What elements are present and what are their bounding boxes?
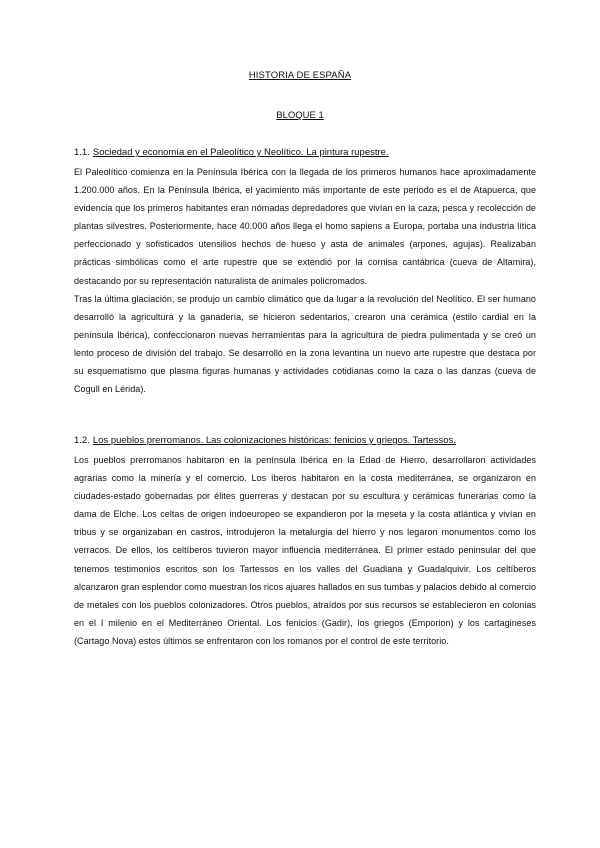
document-title: HISTORIA DE ESPAÑA (248, 70, 352, 81)
section-title: Sociedad y economía en el Paleolítico y Neolítico. La pintura rupestre. (92, 147, 389, 158)
section-number: 1.1. (74, 147, 90, 158)
paragraph: El Paleolítico comienza en la Península Ibérica con la llegada de los primeros humanos hace aproximadamente 1.200.000 años. En la Península Ibérica, el yacimiento más importante de este periodo es el de Atapuerca, que evidencia que los primeros habitantes eran nómadas depredadores que vivían en la caza, pesca y recolección de plantas silvestres. Posteriormente, hace 40.000 años llega el homo sapiens a Europa, portaba una industria lítica perfeccionado y sofisticados utensilios hechos de hueso y asta de animales (arpones, agujas). Realizaban prácticas simbólicas como el arte rupestre que se extendió por la cornisa cantábrica (cueva de Altamira), destacando por su representación naturalista de animales policromados. (74, 167, 536, 286)
section-heading (74, 146, 536, 159)
section-pueblos-prerromanos (74, 434, 536, 650)
paragraph: Tras la última glaciación, se produjo un cambio climático que da lugar a la revolución del Neolítico. El ser humano desarrolló la agricultura y la ganadería, se hicieron sedentarios, crearon una cerámica (estilo cardial en la península Ibérica), confeccionaron nuevas herramientas para la agricultura de piedra pulimentada y se creó un lento proceso de división del trabajo. Se desarrolló en la zona levantina un nuevo arte rupestre que destaca por su esquematismo que plasma figuras humanas y actividades cotidianas como la caza o las danzas (cueva de Cogull en Lérida). (74, 293, 536, 395)
block-title: BLOQUE 1 (276, 110, 324, 121)
section-paleolitico-neolitico (74, 146, 536, 398)
section-title: Los pueblos prerromanos. Las colonizaciones históricas: fenicios y griegos. Tartessos. (92, 435, 456, 446)
section-number: 1.2. (74, 435, 90, 446)
section-heading (74, 434, 536, 447)
paragraph: Los pueblos prerromanos habitaron en la península Ibérica en la Edad de Hierro, desarrollaron actividades agrarias como la minería y el comercio. Los íberos habitaron en la costa mediterránea, se organizaron en ciudades-estado gobernadas por élites guerreras y destacan por su escultura y cerámicas funerarias como la dama de Elche. Los celtas de origen indoeuropeo se expandieron por la meseta y la costa atlántica y vivían en tribus y se organizaban en castros, introdujeron la metalurgia del hierro y nos legaron monumentos como los verracos. De ellos, los celtíberos tuvieron mayor influencia mediterránea. El primer estado peninsular del que tenemos testimonios escritos son los Tartessos en los valles del Guadiana y Guadalquivir. Los celtíberos alcanzaron gran esplendor como muestran los ricos ajuares hallados en sus tumbas y palacios debido al comercio de metales con los pueblos colonizadores. Otros pueblos, atraídos por sus recursos se establecieron en colonias en el I milenio en el Mediterráneo Oriental. Los fenicios (Gadir), los griegos (Emporion) y los cartagineses (Cartago Nova) estos últimos se enfrentaron con los romanos por el control de este territorio. (74, 455, 536, 646)
